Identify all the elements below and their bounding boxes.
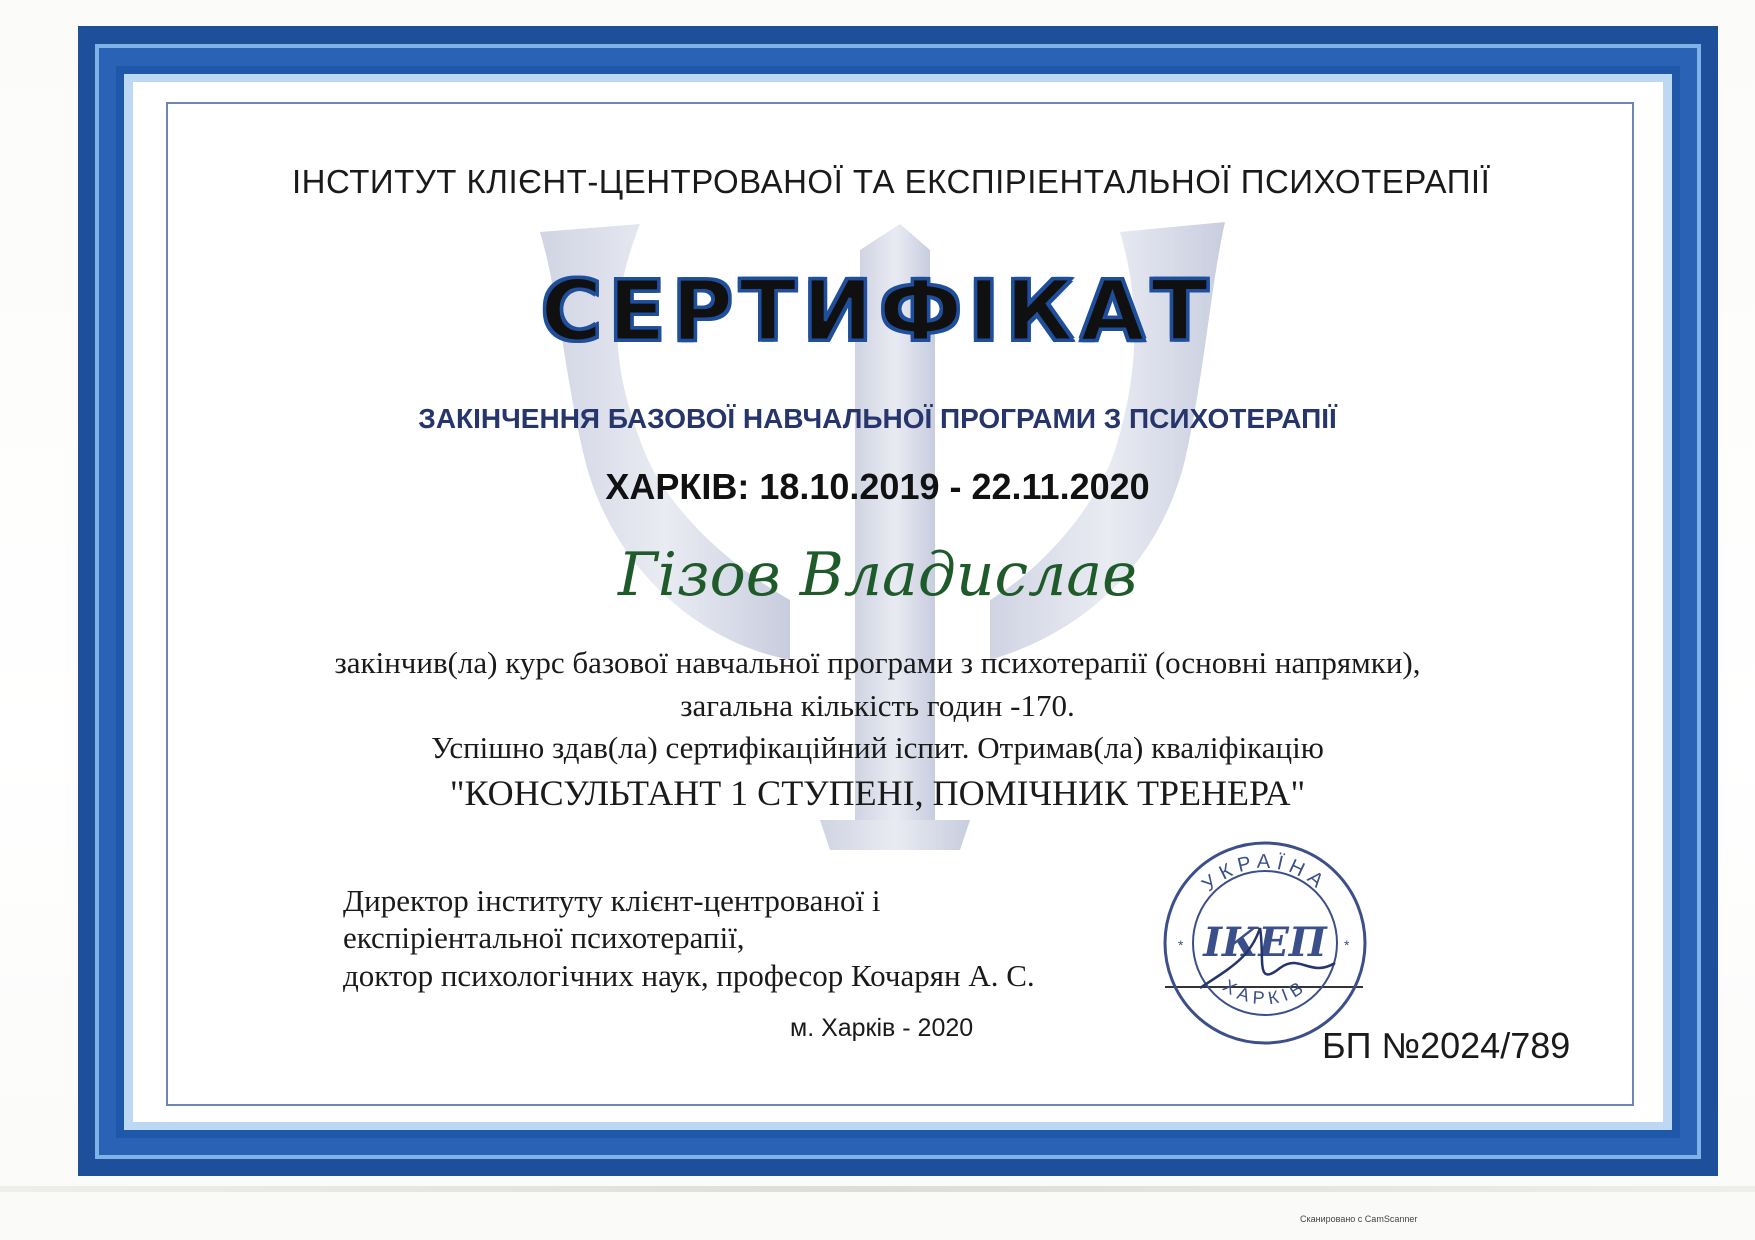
certificate-subtitle: ЗАКІНЧЕННЯ БАЗОВОЇ НАВЧАЛЬНОЇ ПРОГРАМИ З ПСИХОТЕРАПІЇ (418, 403, 1337, 434)
signatory-line-2: експіріентальної психотерапії, (343, 920, 745, 955)
place-and-year: м. Харків - 2020 (790, 1014, 974, 1042)
signatory-line-3: доктор психологічних наук, професор Кочарян А. С. (343, 958, 1035, 993)
course-completion-text: закінчив(ла) курс базової навчальної програми з психотерапії (основні напрямки), (334, 645, 1421, 680)
program-period: ХАРКІВ: 18.10.2019 - 22.11.2020 (605, 466, 1150, 507)
seal-bottom-text: ХАРКІВ (1219, 975, 1311, 1009)
exam-passed-text: Успішно здав(ла) сертифікаційний іспит. Отримав(ла) кваліфікацію (431, 730, 1324, 765)
seal-top-text: УКРАЇНА (1197, 850, 1333, 897)
scanner-watermark: Сканировано с CamScanner (1300, 1214, 1418, 1224)
svg-text:УКРАЇНА (1198, 851, 1332, 896)
certificate-title: СЕРТИФІКАТ (540, 262, 1215, 360)
institute-seal-icon (1160, 838, 1370, 1048)
recipient-name: Гізов Владислав (618, 540, 1137, 610)
seal-star-right-icon: * (1344, 937, 1350, 953)
total-hours-text: загальна кількість годин -170. (680, 688, 1075, 723)
institute-name: ІНСТИТУТ КЛІЄНТ-ЦЕНТРОВАНОЇ ТА ЕКСПІРІЕНТАЛЬНОЇ ПСИХОТЕРАПІЇ (292, 163, 1491, 200)
qualification-title: "КОНСУЛЬТАНТ 1 СТУПЕНІ, ПОМІЧНИК ТРЕНЕРА" (449, 773, 1306, 813)
seal-center-text: ІКЕП (1203, 919, 1327, 966)
document-number: БП №2024/789 (1322, 1025, 1571, 1066)
svg-text:ХАРКІВ (1219, 975, 1310, 1008)
signatory-line-1: Директор інституту клієнт-центрованої і (343, 883, 881, 918)
seal-star-left-icon: * (1178, 937, 1184, 953)
paper-edge-shadow (0, 1186, 1755, 1192)
